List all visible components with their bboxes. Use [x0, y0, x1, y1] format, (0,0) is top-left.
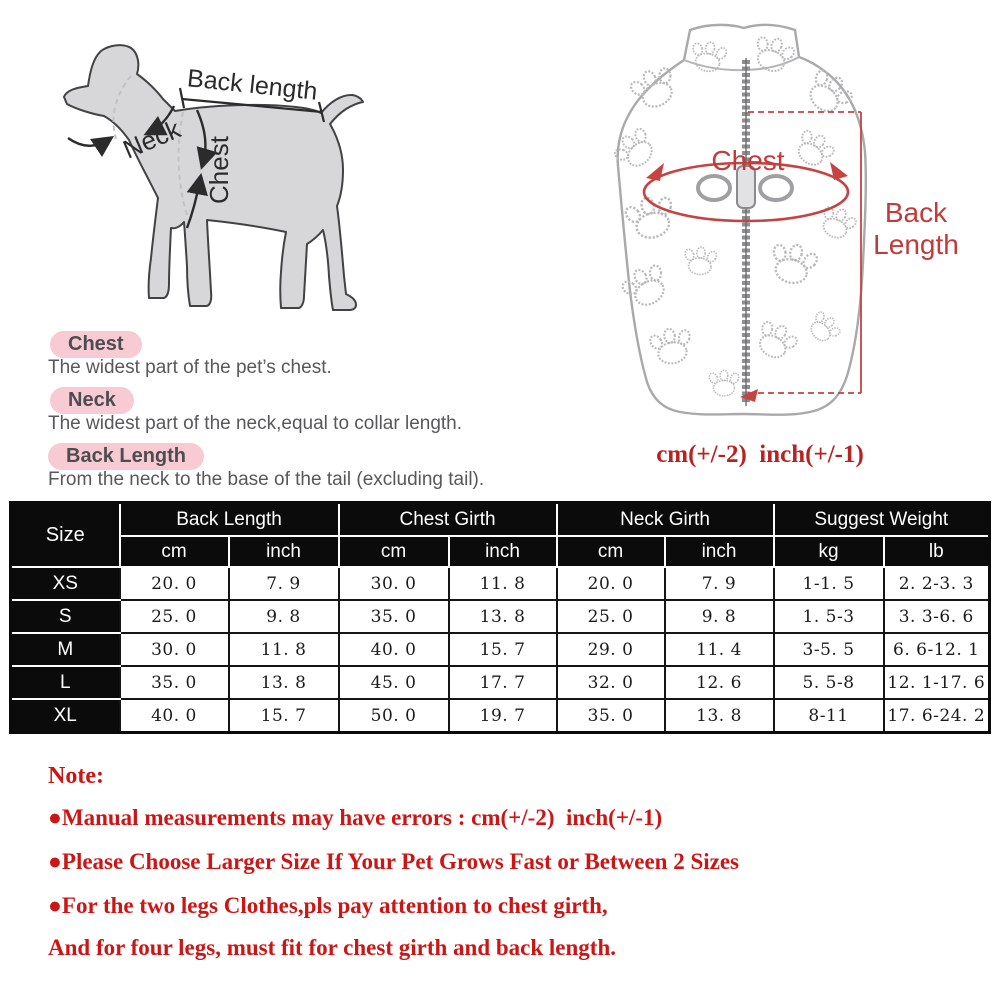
value-cell: 2. 2-3. 3: [884, 567, 990, 600]
value-cell: 13. 8: [665, 699, 774, 733]
unit-header: inch: [229, 536, 339, 567]
note-line-1: ●Manual measurements may have errors : cm(+/-2) inch(+/-1): [48, 805, 663, 830]
size-cell: XL: [11, 699, 120, 733]
value-cell: 30. 0: [120, 633, 229, 666]
size-row-m: [11, 633, 990, 666]
size-table: [9, 501, 991, 734]
value-cell: 13. 8: [449, 600, 557, 633]
value-cell: 35. 0: [557, 699, 665, 733]
size-row-s: [11, 600, 990, 633]
value-cell: 20. 0: [120, 567, 229, 600]
value-cell: 3-5. 5: [774, 633, 884, 666]
value-cell: 9. 8: [665, 600, 774, 633]
value-cell: 7. 9: [229, 567, 339, 600]
value-cell: 25. 0: [120, 600, 229, 633]
value-cell: 35. 0: [339, 600, 449, 633]
value-cell: 20. 0: [557, 567, 665, 600]
definition-text-back-length: From the neck to the base of the tail (excluding tail).: [48, 469, 485, 490]
value-cell: 12. 6: [665, 666, 774, 699]
neck-arrow-left: [68, 138, 108, 146]
vest-chest-label: Chest: [711, 145, 785, 176]
value-cell: 12. 1-17. 6: [884, 666, 990, 699]
dog-neck-label: Neck: [118, 113, 185, 165]
size-row-l: [11, 666, 990, 699]
group-header-back-length: Back Length: [120, 503, 339, 537]
group-header-suggest-weight: Suggest Weight: [774, 503, 990, 537]
value-cell: 35. 0: [120, 666, 229, 699]
unit-header: cm: [557, 536, 665, 567]
value-cell: 7. 9: [665, 567, 774, 600]
group-header-chest-girth: Chest Girth: [339, 503, 557, 537]
size-row-xs: [11, 567, 990, 600]
note-line-3: ●For the two legs Clothes,pls pay attention to chest girth,: [48, 893, 608, 918]
value-cell: 11. 8: [449, 567, 557, 600]
group-header-neck-girth: Neck Girth: [557, 503, 774, 537]
dog-measurement-illustration: [30, 30, 390, 330]
value-cell: 40. 0: [120, 699, 229, 733]
value-cell: 3. 3-6. 6: [884, 600, 990, 633]
value-cell: 50. 0: [339, 699, 449, 733]
unit-header: kg: [774, 536, 884, 567]
value-cell: 13. 8: [229, 666, 339, 699]
value-cell: 15. 7: [449, 633, 557, 666]
value-cell: 6. 6-12. 1: [884, 633, 990, 666]
value-cell: 32. 0: [557, 666, 665, 699]
definition-text-neck: The widest part of the neck,equal to collar length.: [48, 413, 463, 434]
dog-back-length-label: Back length: [185, 64, 319, 106]
size-cell: S: [11, 600, 120, 633]
size-row-xl: [11, 699, 990, 733]
value-cell: 19. 7: [449, 699, 557, 733]
definition-badge-neck: Neck: [50, 387, 134, 414]
value-cell: 45. 0: [339, 666, 449, 699]
value-cell: 15. 7: [229, 699, 339, 733]
tolerance-note: cm(+/-2) inch(+/-1): [656, 441, 864, 468]
value-cell: 1. 5-3: [774, 600, 884, 633]
definition-badge-back-length: Back Length: [48, 443, 204, 470]
vest-back-label-line1: Back: [884, 197, 948, 228]
size-cell: XS: [11, 567, 120, 600]
definition-text-chest: The widest part of the pet’s chest.: [48, 357, 332, 378]
value-cell: 1-1. 5: [774, 567, 884, 600]
value-cell: 8-11: [774, 699, 884, 733]
value-cell: 40. 0: [339, 633, 449, 666]
vest-illustration: [585, 15, 1000, 455]
table-group-header-row: [11, 503, 990, 537]
unit-header: cm: [339, 536, 449, 567]
value-cell: 30. 0: [339, 567, 449, 600]
value-cell: 29. 0: [557, 633, 665, 666]
vest-back-label-line2: Length: [873, 229, 959, 260]
size-cell: M: [11, 633, 120, 666]
note-title: Note:: [48, 763, 104, 789]
table-unit-header-row: [11, 536, 990, 567]
unit-header: inch: [665, 536, 774, 567]
unit-header: inch: [449, 536, 557, 567]
value-cell: 11. 4: [665, 633, 774, 666]
value-cell: 17. 6-24. 2: [884, 699, 990, 733]
definition-badge-chest: Chest: [50, 331, 142, 358]
value-cell: 17. 7: [449, 666, 557, 699]
dog-chest-label: Chest: [204, 136, 234, 204]
note-line-2: ●Please Choose Larger Size If Your Pet Grows Fast or Between 2 Sizes: [48, 849, 739, 874]
value-cell: 9. 8: [229, 600, 339, 633]
value-cell: 11. 8: [229, 633, 339, 666]
size-column-header: Size: [11, 503, 120, 568]
note-line-4: And for four legs, must fit for chest girth and back length.: [48, 935, 616, 960]
size-cell: L: [11, 666, 120, 699]
unit-header: cm: [120, 536, 229, 567]
value-cell: 25. 0: [557, 600, 665, 633]
value-cell: 5. 5-8: [774, 666, 884, 699]
unit-header: lb: [884, 536, 990, 567]
